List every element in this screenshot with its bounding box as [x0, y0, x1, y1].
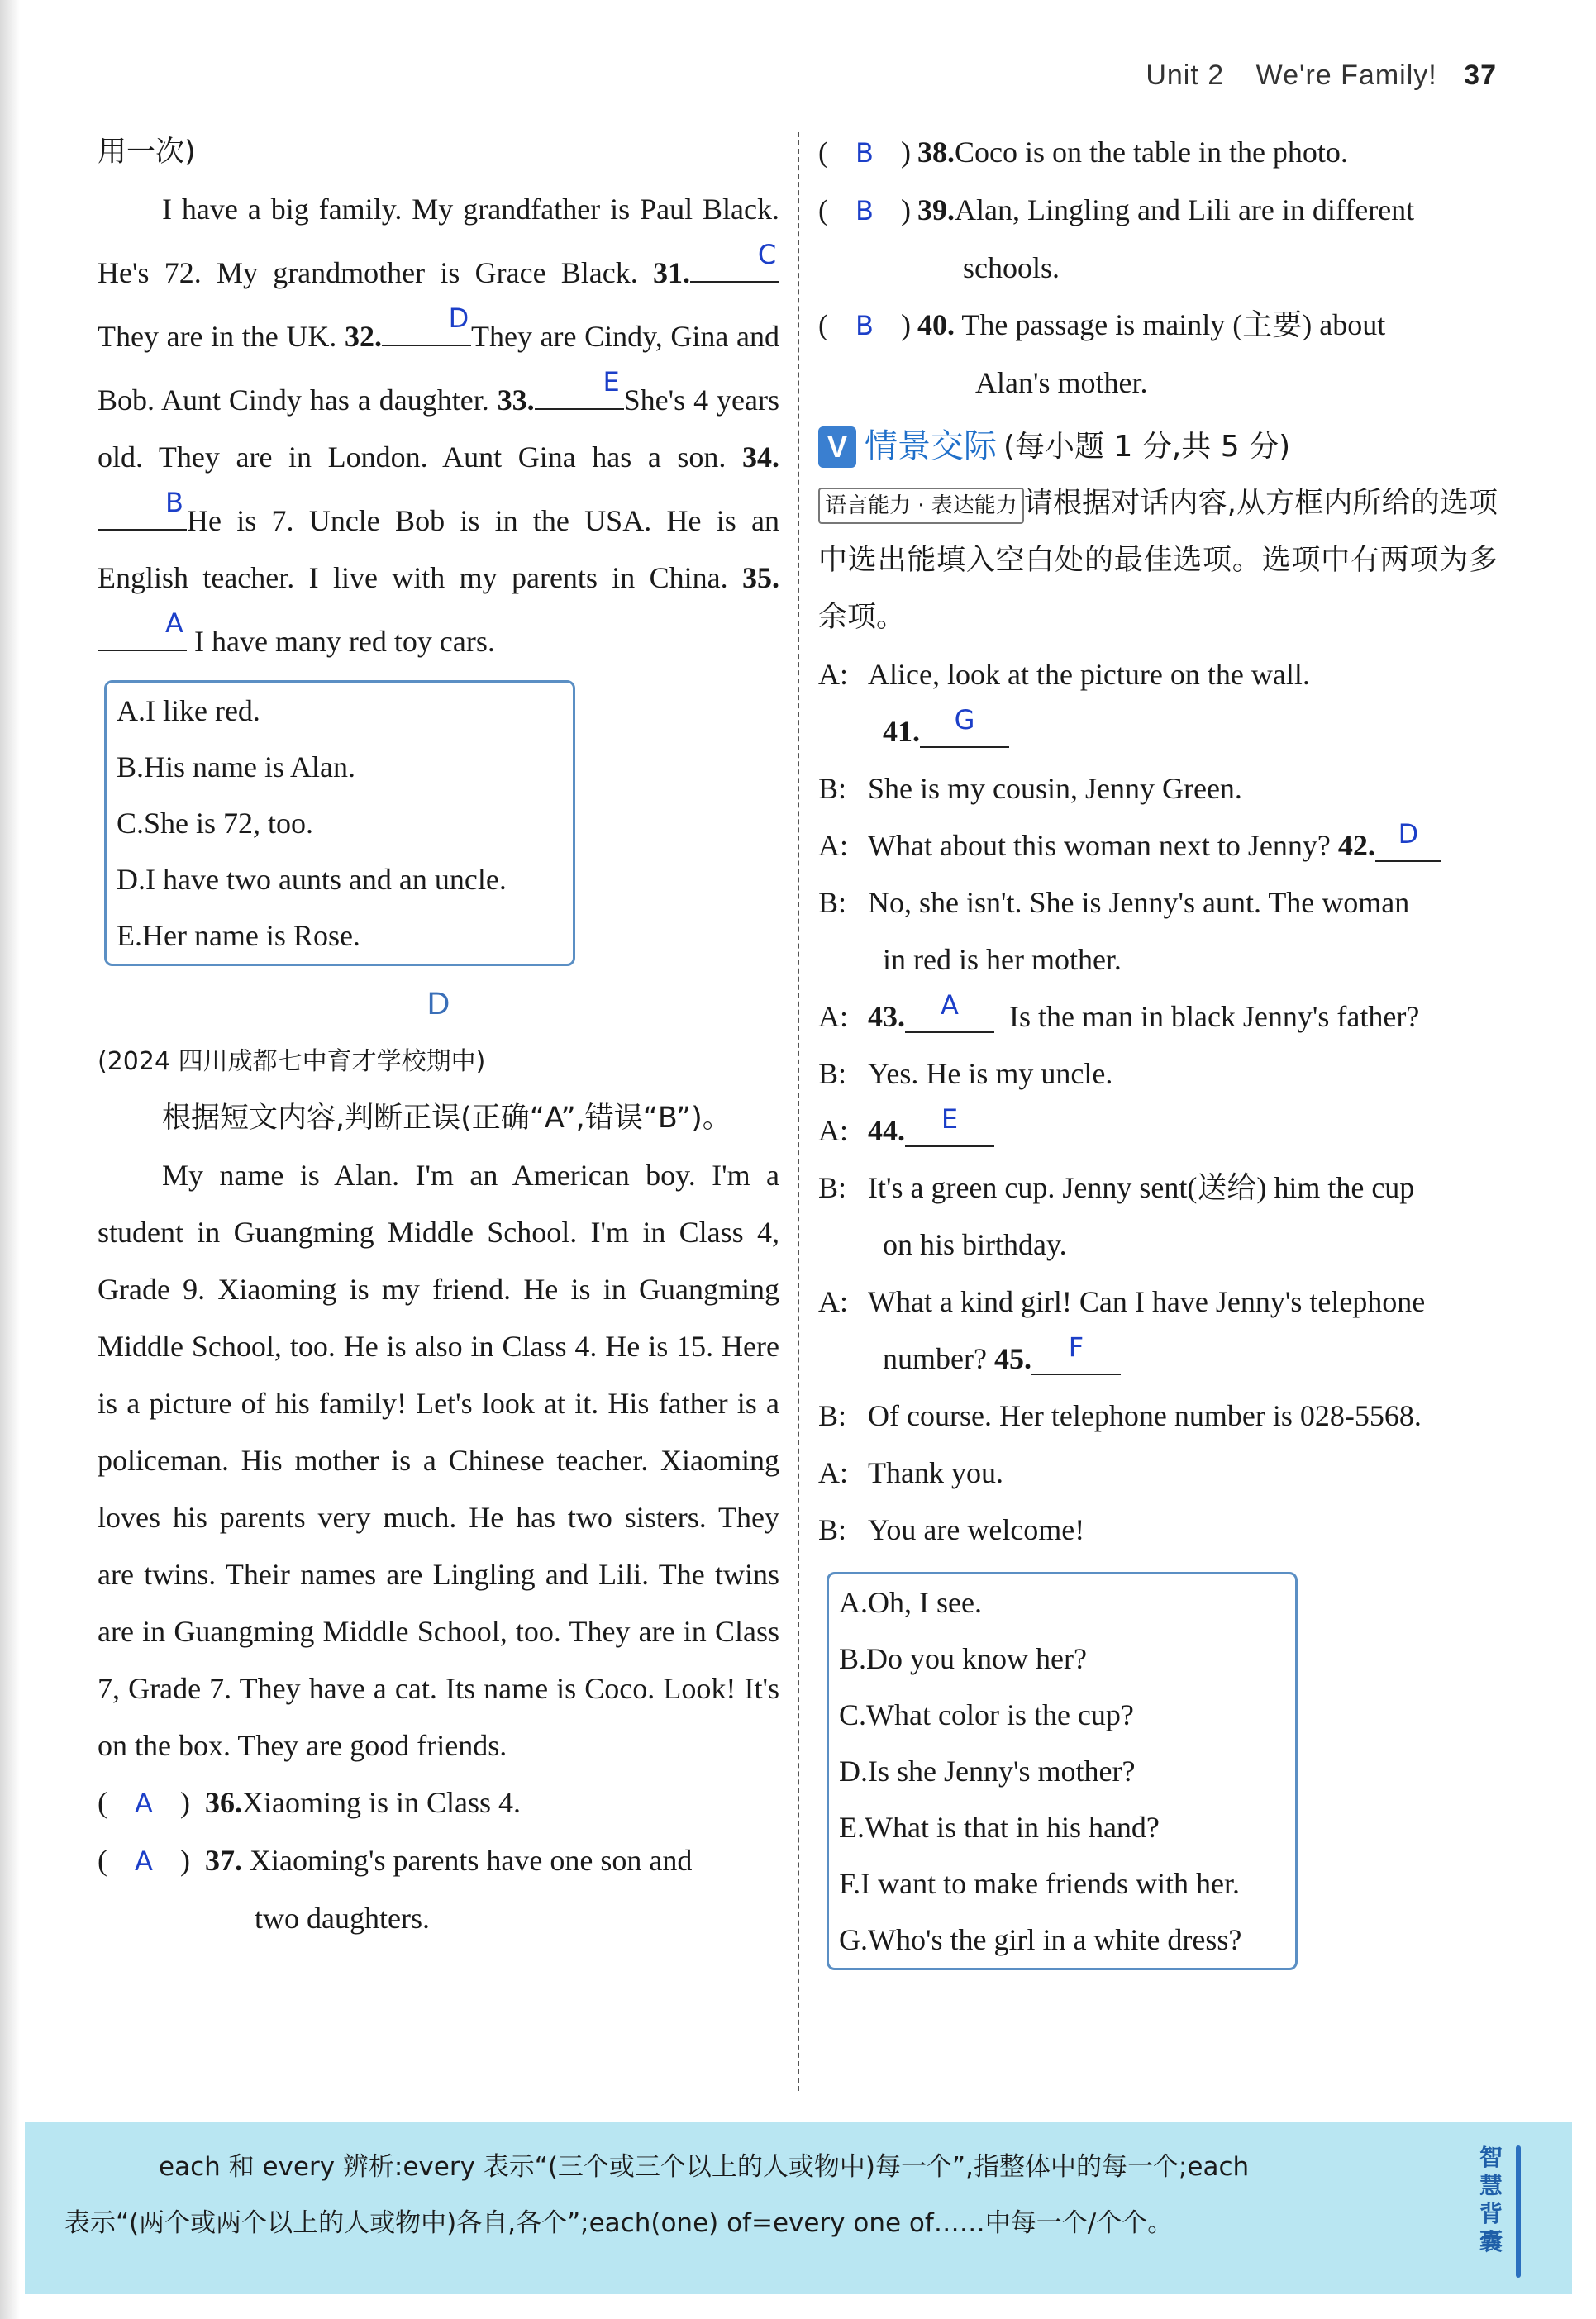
dialog-text: Is the man in black Jenny's father? — [1009, 1000, 1420, 1033]
section-v-heading — [818, 418, 1498, 475]
question-number: 40. — [917, 308, 955, 341]
speaker: A: — [818, 1000, 848, 1033]
passage-c-paragraph — [98, 181, 779, 670]
speaker: A: — [818, 1114, 848, 1147]
question-36: ( A ) 36.Xiaoming is in Class 4. — [98, 1774, 779, 1832]
speaker: B: — [818, 886, 847, 919]
dialog-text: You are welcome! — [868, 1513, 1085, 1546]
answer-blank-34[interactable] — [98, 486, 187, 531]
option-item: A.I like red. — [117, 694, 260, 727]
option-item: B.Do you know her? — [839, 1642, 1087, 1675]
answer-43: A — [941, 989, 959, 1021]
dialog-text: Thank you. — [868, 1456, 1003, 1489]
skill-tag: 语言能力 · 表达能力 — [818, 488, 1024, 524]
dialog-line — [818, 874, 1498, 931]
answer-45: F — [1068, 1331, 1084, 1363]
speaker: A: — [818, 1285, 848, 1318]
answer-35: A — [165, 607, 183, 639]
question-number: 42. — [1337, 829, 1375, 862]
answer-42: D — [1398, 818, 1419, 850]
unit-label: Unit 2 — [1146, 60, 1225, 91]
option-item: E.Her name is Rose. — [117, 919, 360, 952]
question-37-cont: two daughters. — [255, 1902, 430, 1935]
question-text: Alan, Lingling and Lili are in different — [955, 193, 1415, 226]
column-divider — [798, 132, 799, 2091]
options-box-c — [104, 680, 575, 966]
dialog-line — [818, 1274, 1498, 1331]
speaker: A: — [818, 829, 848, 862]
unit-title: We're Family! — [1255, 60, 1437, 91]
answer-37: A — [135, 1845, 153, 1877]
question-number: 32. — [344, 320, 382, 353]
answer-blank-44[interactable] — [905, 1102, 994, 1147]
tip-text — [64, 2139, 1453, 2251]
answer-blank-32[interactable] — [382, 302, 471, 346]
question-39: ( B ) 39.Alan, Lingling and Lili are in different — [818, 182, 1498, 240]
question-38: ( B ) 38.Coco is on the table in the photo. — [818, 124, 1498, 182]
tip-box — [25, 2122, 1572, 2294]
question-40-cont: Alan's mother. — [975, 366, 1148, 399]
answer-blank-41[interactable] — [920, 703, 1009, 748]
right-column — [818, 124, 1498, 1980]
instruction-text: 请根据对话内容,从方框内所给的选项中选出能填入空白处的最佳选项。选项中有两项为多余项。 — [818, 487, 1498, 634]
question-number: 39. — [917, 193, 955, 226]
answer-40: B — [855, 310, 874, 341]
dialog-line — [818, 703, 1498, 760]
section-badge: V — [818, 426, 856, 468]
dialog-text: in red is her mother. — [883, 943, 1122, 976]
question-37: ( A ) 37. Xiaoming's parents have one son and — [98, 1832, 779, 1890]
dialog-line — [818, 1445, 1498, 1502]
section-d-heading: D — [426, 987, 450, 1021]
option-item: G.Who's the girl in a white dress? — [839, 1923, 1242, 1956]
answer-39: B — [855, 195, 874, 226]
passage-c-text: She's 4 years old. They are in London. Aunt Gina has a son. — [98, 383, 780, 474]
answer-41: G — [954, 704, 975, 736]
question-number: 34. — [742, 440, 779, 474]
dialog-text: Alice, look at the picture on the wall. — [868, 658, 1310, 691]
dialog-line — [818, 1502, 1498, 1559]
dialog-text: Of course. Her telephone number is 028-5568. — [868, 1399, 1422, 1432]
option-item: D.Is she Jenny's mother? — [839, 1755, 1136, 1788]
question-number: 33. — [497, 383, 535, 417]
passage-c-text: He is 7. Uncle Bob is in the USA. He is an English teacher. I live with my parents in China. — [98, 504, 779, 594]
dialog-text: No, she isn't. She is Jenny's aunt. The woman — [868, 886, 1410, 919]
tip-line: each 和 every 辨析:every 表示“(三个或三个以上的人或物中)每一个”,指整体中的每一个;each — [159, 2152, 1250, 2182]
answer-blank-43[interactable] — [905, 988, 994, 1033]
answer-blank-33[interactable] — [535, 365, 624, 410]
left-column — [98, 124, 779, 1947]
section-name: 情景交际 — [865, 427, 997, 465]
question-number: 43. — [868, 1000, 905, 1033]
option-item: F.I want to make friends with her. — [839, 1867, 1241, 1900]
question-number: 35. — [742, 561, 779, 594]
dialog-text: She is my cousin, Jenny Green. — [868, 772, 1242, 805]
question-text: Xiaoming is in Class 4. — [242, 1786, 522, 1819]
question-number: 44. — [868, 1114, 905, 1147]
dialog-text: on his birthday. — [883, 1228, 1067, 1261]
dialog-line — [818, 1217, 1498, 1274]
speaker: A: — [818, 1456, 848, 1489]
tip-line: 表示“(两个或两个以上的人或物中)各自,各个”;each(one) of=every one of……中每一个/个个。 — [64, 2208, 1174, 2238]
option-item: B.His name is Alan. — [117, 750, 355, 783]
answer-38: B — [855, 137, 874, 169]
answer-33: E — [603, 366, 620, 398]
dialog-line — [818, 1388, 1498, 1445]
option-item: D.I have two aunts and an uncle. — [117, 863, 507, 896]
option-item: A.Oh, I see. — [839, 1586, 982, 1619]
answer-36: A — [135, 1788, 153, 1819]
passage-c-text: They are Cindy, Gina and Bob. Aunt Cindy has a daughter. — [98, 320, 779, 417]
dialog-text: What a kind girl! Can I have Jenny's telephone — [868, 1285, 1426, 1318]
passage-c-text: I have a big family. My grandfather is Paul Black. He's 72. My grandmother is Grace Black. — [98, 193, 779, 289]
speaker: B: — [818, 1399, 847, 1432]
page-edge-shadow — [0, 0, 20, 2319]
answer-44: E — [941, 1103, 959, 1135]
answer-blank-42[interactable] — [1375, 817, 1441, 862]
answer-blank-45[interactable] — [1031, 1331, 1121, 1375]
option-item: C.She is 72, too. — [117, 807, 314, 840]
question-number: 37. — [205, 1844, 242, 1877]
dialog-text: It's a green cup. Jenny sent(送给) him the cup — [868, 1171, 1415, 1204]
answer-blank-35[interactable] — [98, 607, 187, 651]
question-number: 36. — [205, 1786, 242, 1819]
answer-31: C — [757, 239, 777, 270]
dialog-line — [818, 1331, 1498, 1388]
passage-c-text: I have many red toy cars. — [194, 625, 495, 658]
passage-d: My name is Alan. I'm an American boy. I'm a student in Guangming Middle School. I'm in Class 4, Grade 9. Xiaoming is my friend. He is in Guangming Middle School, too. He is also in Class 4. He is 15. Here is a picture of his family! Let's look at it. His father is a policeman. His mother is a Chinese teacher. Xiaoming loves his parents very much. He has two sisters. They are twins. Their names are Lingling and Lili. The twins are in Guangming Middle School, too. They are in Class 7, Grade 7. They have a cat. Its name is Coco. Look! It's on the box. They are good friends. — [98, 1159, 779, 1762]
dialog-text: number? — [883, 1342, 987, 1375]
question-number: 41. — [883, 715, 920, 748]
speaker: A: — [818, 658, 848, 691]
question-number: 45. — [993, 1342, 1031, 1375]
speaker: B: — [818, 1057, 847, 1090]
page-number: 37 — [1464, 60, 1497, 91]
dialog-line — [818, 817, 1498, 874]
options-box-v — [827, 1572, 1298, 1970]
dialog-text: What about this woman next to Jenny? — [868, 829, 1331, 862]
question-number: 31. — [653, 256, 691, 289]
dialog-text: Yes. He is my uncle. — [868, 1057, 1113, 1090]
answer-32: D — [448, 302, 469, 334]
tip-side-label: 智慧背囊 — [1479, 2144, 1503, 2255]
dialog-line — [818, 1102, 1498, 1160]
question-text: The passage is mainly (主要) about — [961, 308, 1386, 341]
answer-34: B — [165, 487, 183, 518]
section-d-instruction: 根据短文内容,判断正误(正确“A”,错误“B”)。 — [162, 1102, 731, 1135]
tip-side-bar — [1516, 2145, 1521, 2278]
option-item: E.What is that in his hand? — [839, 1811, 1160, 1844]
dialog-line — [818, 1160, 1498, 1217]
speaker: B: — [818, 1171, 847, 1204]
question-39-cont: schools. — [963, 251, 1060, 284]
question-text: Coco is on the table in the photo. — [955, 136, 1348, 169]
question-40: ( B ) 40. The passage is mainly (主要) about — [818, 297, 1498, 355]
question-text: Xiaoming's parents have one son and — [250, 1844, 693, 1877]
continued-instruction: 用一次) — [98, 136, 196, 169]
section-score: (每小题 1 分,共 5 分) — [1003, 430, 1291, 464]
speaker: B: — [818, 772, 847, 805]
answer-blank-31[interactable] — [690, 238, 779, 283]
question-number: 38. — [917, 136, 955, 169]
speaker: B: — [818, 1513, 847, 1546]
passage-c-text: They are in the UK. — [98, 320, 337, 353]
page-header — [1146, 60, 1497, 92]
option-item: C.What color is the cup? — [839, 1698, 1134, 1731]
dialog-line — [818, 988, 1498, 1045]
section-v-instruction — [818, 475, 1498, 646]
source-note: (2024 四川成都七中育才学校期中) — [98, 1047, 486, 1076]
